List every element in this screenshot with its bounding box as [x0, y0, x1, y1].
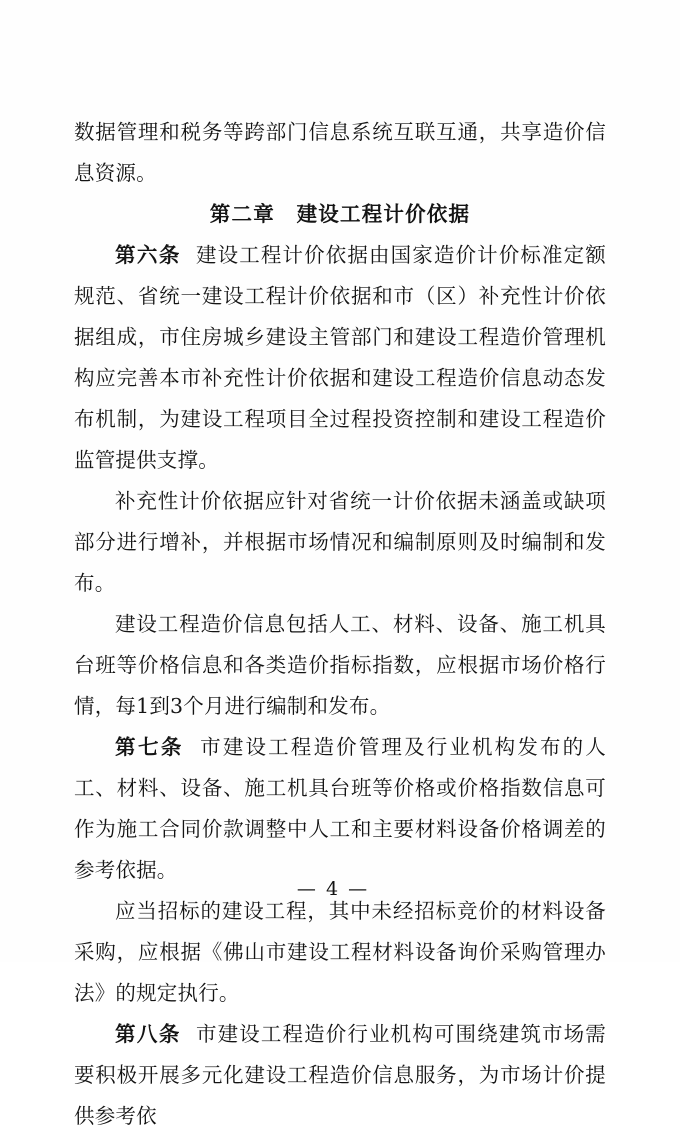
article-label: 第八条 [115, 1022, 181, 1046]
article-text: 应当招标的建设工程，其中未经招标竞价的材料设备采购，应根据《佛山市建设工程材料设备询价采购管理办法》的规定执行。 [74, 899, 606, 1005]
page-number: — 4 — [296, 878, 370, 900]
article-text: 市建设工程造价管理及行业机构发布的人工、材料、设备、施工机具台班等价格或价格指数信息可作为施工合同价款调整中人工和主要材料设备价格调差的参考依据。 [74, 735, 607, 882]
article-label: 第六条 [115, 243, 181, 267]
article-text: 建设工程造价信息包括人工、材料、设备、施工机具台班等价格信息和各类造价指标指数，应根据市场价格行情，每1到3个月进行编制和发布。 [74, 612, 606, 718]
article-text: 市建设工程造价行业机构可围绕建筑市场需要积极开展多元化建设工程造价信息服务，为市场计价提供参考依 [74, 1022, 606, 1128]
continued-paragraph: 数据管理和税务等跨部门信息系统互联互通，共享造价信息资源。 [74, 120, 606, 185]
article-paragraph [74, 604, 606, 727]
chapter-heading: 第二章 建设工程计价依据 [209, 202, 471, 226]
document-body [74, 112, 606, 1137]
article-paragraph [74, 481, 606, 604]
article-paragraph [74, 235, 606, 481]
article-paragraph [74, 891, 606, 1014]
article-paragraph [74, 727, 606, 891]
article-text: 补充性计价依据应针对省统一计价依据未涵盖或缺项部分进行增补，并根据市场情况和编制原则及时编制和发布。 [74, 489, 606, 595]
article-text: 建设工程计价依据由国家造价计价标准定额规范、省统一建设工程计价依据和市（区）补充性计价依据组成，市住房城乡建设主管部门和建设工程造价管理机构应完善本市补充性计价依据和建设工程造价信息动态发布机制，为建设工程项目全过程投资控制和建设工程造价监管提供支撑。 [74, 243, 606, 472]
article-label: 第七条 [115, 735, 184, 759]
article-paragraph [74, 1014, 606, 1137]
page-footer [0, 878, 680, 900]
